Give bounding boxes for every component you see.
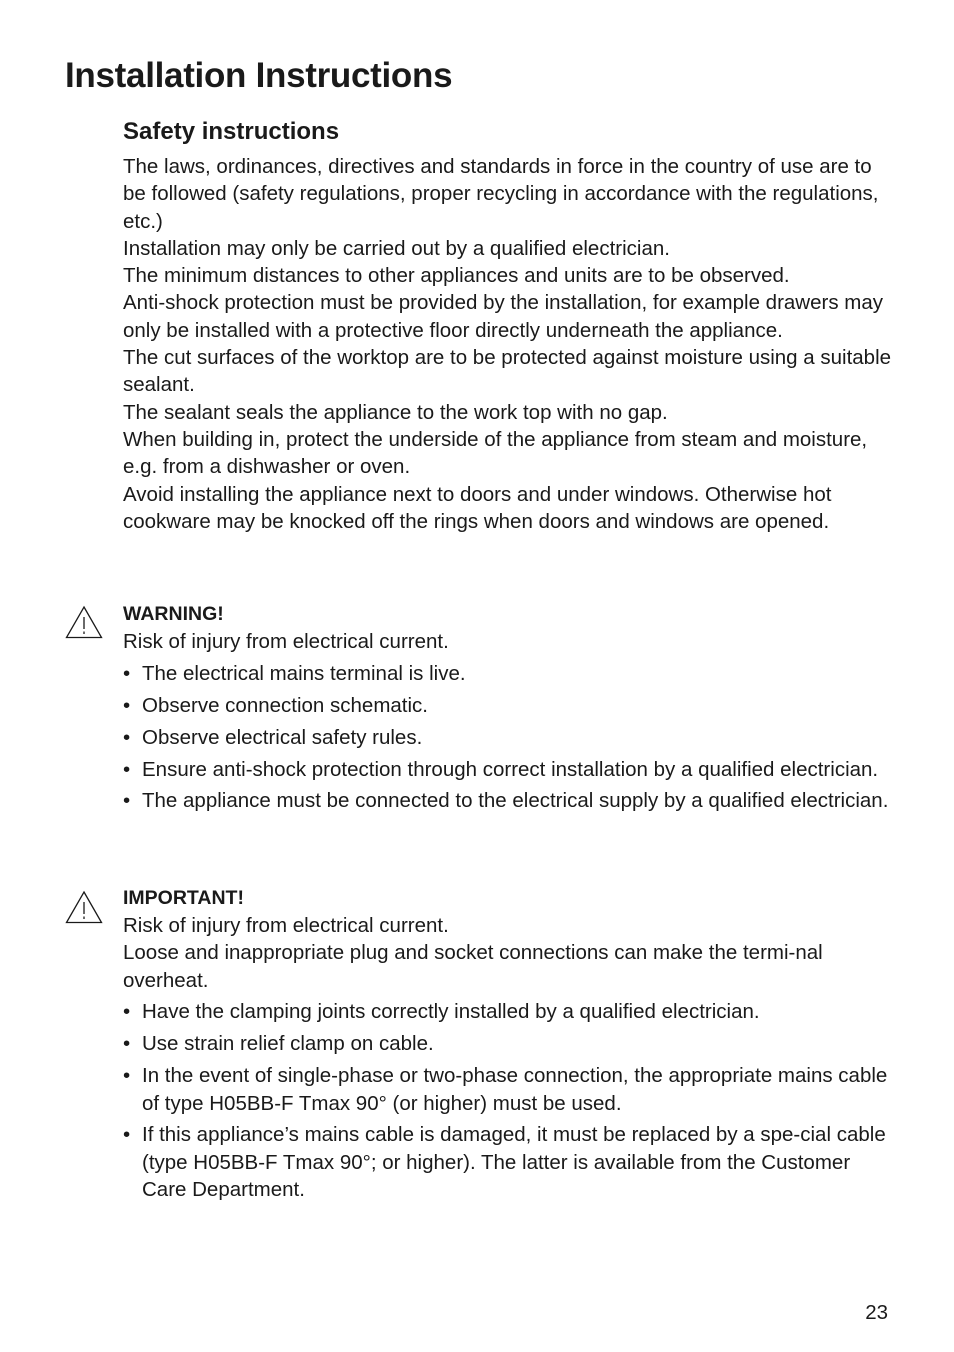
list-item: • Observe connection schematic. — [123, 692, 898, 719]
paragraph: Avoid installing the appliance next to doors and under windows. Otherwise hot cookware may be knocked off the rings when doors and windows are opened. — [123, 482, 832, 533]
list-item: • The electrical mains terminal is live. — [123, 660, 898, 687]
page-number: 23 — [865, 1301, 888, 1324]
safety-instructions-text — [123, 153, 898, 535]
warning-list — [123, 660, 898, 815]
list-item: • The appliance must be connected to the electrical supply by a qualified electrician. — [123, 787, 898, 814]
paragraph: The sealant seals the appliance to the work top with no gap. — [123, 400, 668, 424]
important-intro: Risk of injury from electrical current. — [123, 914, 449, 937]
warning-triangle-icon — [65, 890, 103, 924]
warning-intro: Risk of injury from electrical current. — [123, 630, 449, 653]
list-item: • If this appliance’s mains cable is damaged, it must be replaced by a spe-cial cable (type H05BB-F Tmax 90°; or higher). The latter is available from the Customer Care Department. — [123, 1121, 898, 1203]
warning-triangle-icon — [65, 605, 103, 639]
section-title: Safety instructions — [123, 118, 340, 145]
page-title: Installation Instructions — [65, 56, 453, 95]
important-heading: IMPORTANT! — [123, 887, 244, 909]
paragraph: Anti-shock protection must be provided by the installation, for example drawers may only be installed with a protective floor directly underneath the appliance. — [123, 291, 884, 342]
warning-notice — [123, 600, 898, 815]
list-item: • Have the clamping joints correctly installed by a qualified electrician. — [123, 998, 898, 1025]
important-detail: Loose and inappropriate plug and socket connections can make the termi-nal overheat. — [123, 941, 823, 992]
paragraph: The minimum distances to other appliances and units are to be observed. — [123, 264, 790, 288]
list-item: • Ensure anti-shock protection through correct installation by a qualified electrician. — [123, 756, 898, 783]
paragraph: The cut surfaces of the worktop are to be protected against moisture using a suitable sealant. — [123, 346, 892, 397]
paragraph: The laws, ordinances, directives and standards in force in the country of use are to be followed (safety regulations, proper recycling in accordance with the regulations, etc.) — [123, 155, 879, 233]
warning-heading: WARNING! — [123, 603, 224, 625]
paragraph: When building in, protect the underside of the appliance from steam and moisture, e.g. from a dishwasher or oven. — [123, 427, 868, 479]
list-item: • Use strain relief clamp on cable. — [123, 1030, 898, 1057]
important-notice — [123, 884, 898, 1203]
list-item: • In the event of single-phase or two-phase connection, the appropriate mains cable of type H05BB-F Tmax 90° (or higher) must be used. — [123, 1062, 898, 1117]
paragraph: Installation may only be carried out by a qualified electrician. — [123, 236, 670, 260]
important-list — [123, 998, 898, 1203]
list-item: • Observe electrical safety rules. — [123, 724, 898, 751]
